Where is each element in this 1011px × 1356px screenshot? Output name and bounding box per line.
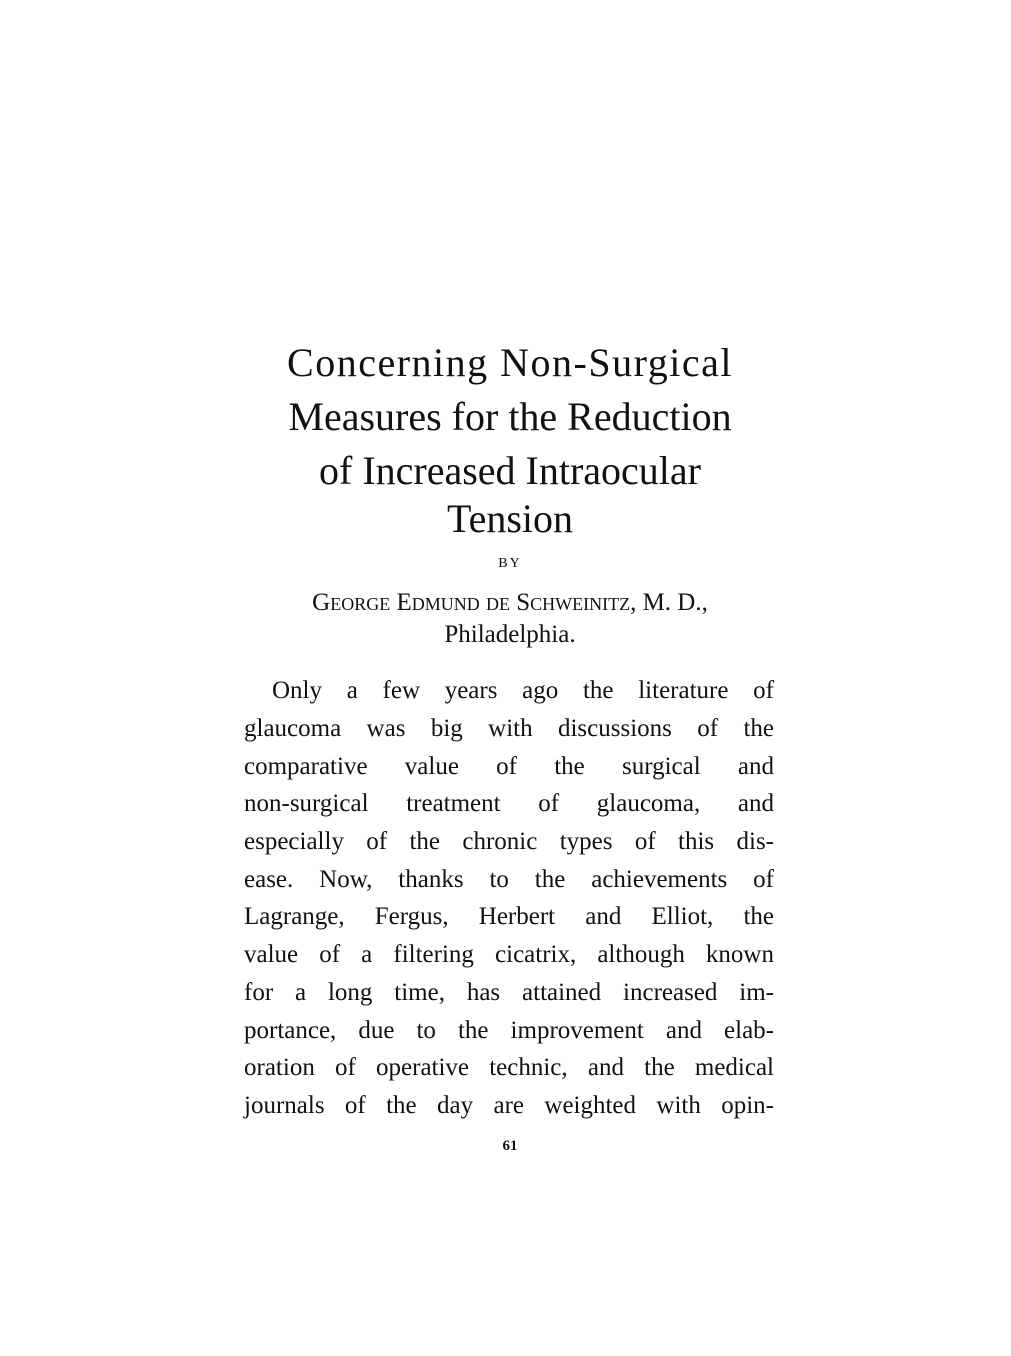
byline: BY: [498, 556, 522, 571]
body-line: comparative value of the surgical and: [244, 753, 774, 780]
page-number: 61: [502, 1138, 518, 1154]
title-line-4: Tension: [446, 496, 574, 541]
title-line-3: of Increased Intraocular: [319, 448, 701, 493]
title-line-2: Measures for the Reduction: [288, 394, 732, 439]
body-line: for a long time, has attained increased im-: [244, 979, 774, 1006]
body-line: Lagrange, Fergus, Herbert and Elliot, the: [244, 903, 774, 930]
body-line: oration of operative technic, and the medical: [244, 1054, 774, 1081]
body-line: especially of the chronic types of this dis-: [244, 828, 774, 855]
body-line: portance, due to the improvement and elab-: [244, 1017, 774, 1044]
body-line: journals of the day are weighted with opin-: [244, 1092, 774, 1119]
body-line: non-surgical treatment of glaucoma, and: [244, 790, 774, 817]
author-location: Philadelphia.: [444, 621, 576, 648]
title-line-1: Concerning Non-Surgical: [287, 340, 733, 385]
body-line: value of a filtering cicatrix, although known: [244, 941, 774, 968]
body-line: ease. Now, thanks to the achievements of: [244, 866, 774, 893]
author-name: George Edmund de Schweinitz, M. D.,: [312, 589, 708, 616]
body-line: glaucoma was big with discussions of the: [244, 715, 774, 742]
body-line: Only a few years ago the literature of: [272, 677, 774, 704]
